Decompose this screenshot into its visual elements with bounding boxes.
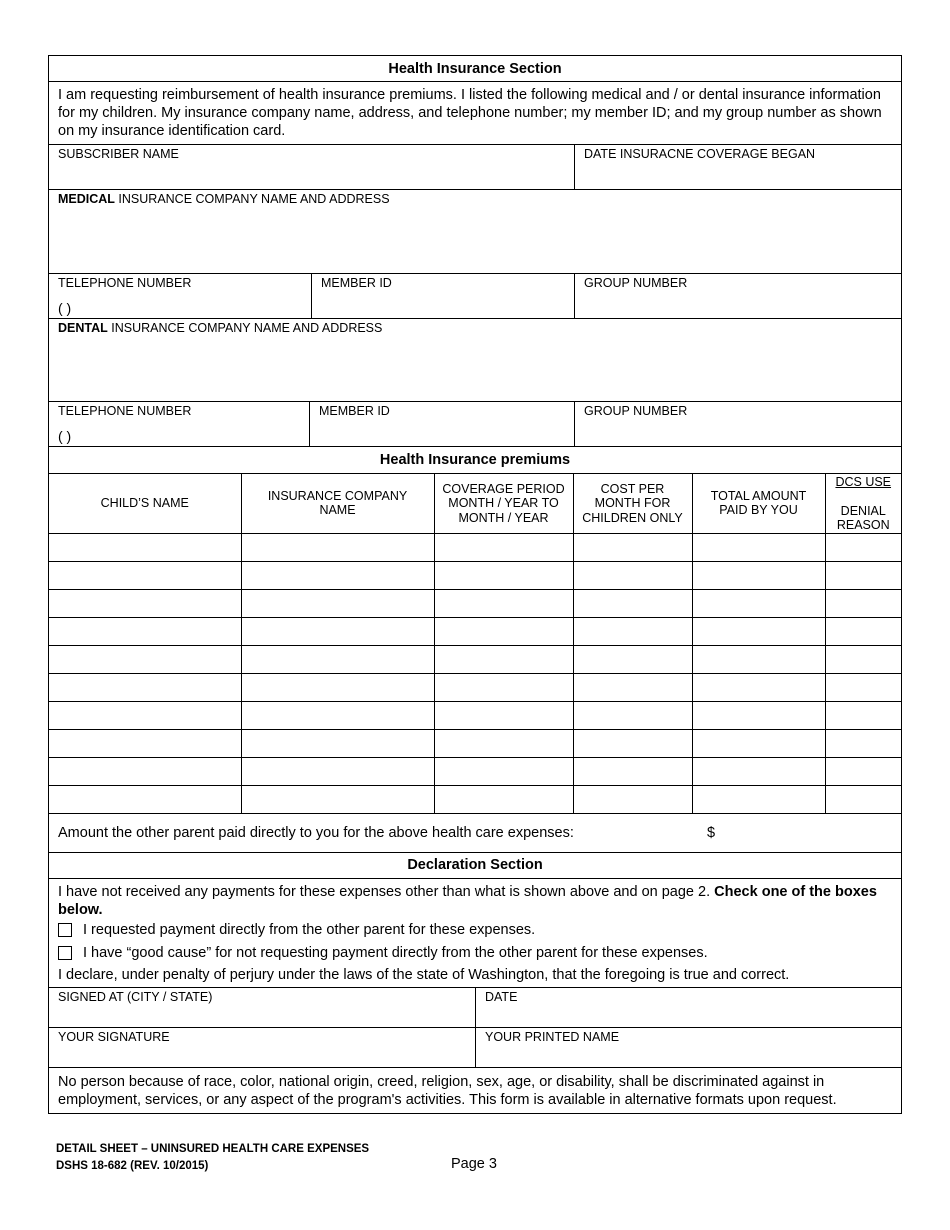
- member-id-label: MEMBER ID: [321, 276, 392, 290]
- medical-company-row: [49, 190, 901, 274]
- cost-per-month-cell[interactable]: [573, 561, 692, 589]
- cost-per-month-cell[interactable]: [573, 701, 692, 729]
- good-cause-checkbox[interactable]: [58, 946, 72, 960]
- total-amount-cell[interactable]: [692, 617, 825, 645]
- premiums-body: [49, 533, 901, 813]
- medical-member-id-field[interactable]: [311, 274, 574, 318]
- intro-text: I am requesting reimbursement of health insurance premiums. I listed the following medical and / or dental insurance information for my children. My insurance company name, address, and telephone number; my member ID; and my group number as shown on my insurance identification card.: [58, 87, 882, 139]
- dental-group-number-field[interactable]: [574, 402, 901, 446]
- child-name-cell[interactable]: [49, 757, 241, 785]
- dollar-sign: $: [707, 824, 716, 841]
- total-amount-cell[interactable]: [692, 561, 825, 589]
- cost-per-month-cell[interactable]: [573, 785, 692, 813]
- insurance-company-cell[interactable]: [241, 589, 434, 617]
- coverage-period-cell[interactable]: [434, 785, 573, 813]
- section-title: Health Insurance Section: [388, 60, 562, 77]
- coverage-period-cell[interactable]: [434, 757, 573, 785]
- cost-per-month-cell[interactable]: [573, 617, 692, 645]
- subscriber-row: [49, 145, 901, 190]
- table-row: [49, 561, 901, 589]
- insurance-company-cell[interactable]: [241, 533, 434, 561]
- signature-field[interactable]: [49, 1028, 475, 1067]
- child-name-cell[interactable]: [49, 729, 241, 757]
- amount-row: [49, 814, 901, 853]
- insurance-company-cell[interactable]: [241, 561, 434, 589]
- date-field[interactable]: [475, 988, 901, 1027]
- total-amount-cell[interactable]: [692, 701, 825, 729]
- amount-other-parent-field[interactable]: [49, 814, 901, 852]
- member-id-label: MEMBER ID: [319, 404, 390, 418]
- total-amount-cell[interactable]: [692, 729, 825, 757]
- group-number-label: GROUP NUMBER: [584, 276, 688, 290]
- signature-row: [49, 1028, 901, 1068]
- check-instruction: Check one of the boxes below.: [58, 883, 877, 918]
- dental-contact-row: [49, 402, 901, 447]
- table-row: [49, 673, 901, 701]
- medical-contact-row: [49, 274, 901, 319]
- coverage-began-field[interactable]: [574, 145, 901, 189]
- insurance-company-cell[interactable]: [241, 729, 434, 757]
- denial-reason-cell[interactable]: [825, 729, 901, 757]
- signed-at-field[interactable]: [49, 988, 475, 1027]
- table-row: [49, 701, 901, 729]
- denial-reason-cell[interactable]: [825, 645, 901, 673]
- insurance-company-cell[interactable]: [241, 701, 434, 729]
- child-name-cell[interactable]: [49, 533, 241, 561]
- col-total-amount: TOTAL AMOUNT PAID BY YOU: [692, 474, 825, 533]
- phone-area-code-parens: ( ): [58, 300, 72, 316]
- child-name-cell[interactable]: [49, 673, 241, 701]
- dental-company-row: [49, 319, 901, 402]
- premiums-table-row: [49, 474, 901, 814]
- total-amount-cell[interactable]: [692, 533, 825, 561]
- insurance-company-cell[interactable]: [241, 673, 434, 701]
- declaration-title: Declaration Section: [407, 857, 543, 873]
- premiums-title: Health Insurance premiums: [379, 452, 571, 468]
- nondiscrimination-row: [49, 1068, 901, 1113]
- col-child-name: CHILD’S NAME: [49, 474, 241, 533]
- child-name-cell[interactable]: [49, 617, 241, 645]
- insurance-company-cell[interactable]: [241, 617, 434, 645]
- denial-reason-cell[interactable]: [825, 533, 901, 561]
- form-number: DSHS 18-682 (REV. 10/2015): [56, 1160, 209, 1172]
- dcs-use-label: DCS USE: [835, 475, 892, 489]
- table-row: [49, 785, 901, 813]
- table-row: [49, 589, 901, 617]
- intro-row: [49, 82, 901, 145]
- option-good-cause[interactable]: [58, 942, 892, 965]
- coverage-period-cell[interactable]: [434, 617, 573, 645]
- date-label: DATE: [485, 989, 518, 1004]
- child-name-cell[interactable]: [49, 645, 241, 673]
- medical-company-field[interactable]: [49, 190, 901, 273]
- phone-area-code-parens: ( ): [58, 428, 72, 444]
- coverage-period-cell[interactable]: [434, 561, 573, 589]
- total-amount-cell[interactable]: [692, 785, 825, 813]
- total-amount-cell[interactable]: [692, 645, 825, 673]
- child-name-cell[interactable]: [49, 701, 241, 729]
- col-dcs-use-denial: DCS USE DENIAL REASON: [825, 474, 901, 533]
- subscriber-name-label: SUBSCRIBER NAME: [58, 147, 179, 161]
- requested-payment-checkbox[interactable]: [58, 923, 72, 937]
- col-insurance-company: INSURANCE COMPANY NAME: [241, 474, 434, 533]
- medical-company-label: INSURANCE COMPANY NAME AND ADDRESS: [114, 192, 390, 206]
- coverage-period-cell[interactable]: [434, 729, 573, 757]
- child-name-cell[interactable]: [49, 589, 241, 617]
- amount-label: Amount the other parent paid directly to you for the above health care expenses:: [58, 824, 574, 841]
- coverage-period-cell[interactable]: [434, 673, 573, 701]
- denial-reason-cell[interactable]: [825, 785, 901, 813]
- health-insurance-section-header: [49, 56, 901, 82]
- premiums-header-row: [49, 474, 901, 533]
- denial-reason-cell[interactable]: [825, 757, 901, 785]
- subscriber-name-field[interactable]: [49, 145, 574, 189]
- insurance-company-cell[interactable]: [241, 785, 434, 813]
- cost-per-month-cell[interactable]: [573, 645, 692, 673]
- cost-per-month-cell[interactable]: [573, 673, 692, 701]
- premiums-header: [49, 447, 901, 474]
- table-row: [49, 533, 901, 561]
- cost-per-month-cell[interactable]: [573, 589, 692, 617]
- option-requested-payment[interactable]: [58, 919, 892, 942]
- medical-bold-label: MEDICAL: [58, 192, 115, 206]
- option-2-label: I have “good cause” for not requesting payment directly from the other parent for these expenses.: [83, 945, 708, 961]
- table-row: [49, 617, 901, 645]
- coverage-period-cell[interactable]: [434, 645, 573, 673]
- group-number-label: GROUP NUMBER: [584, 404, 688, 418]
- declaration-header: [49, 853, 901, 879]
- declaration-statement: I have not received any payments for these expenses other than what is shown above and on page 2. Check one of the boxes below.: [58, 883, 877, 918]
- medical-telephone-field[interactable]: [49, 274, 311, 318]
- signature-label: YOUR SIGNATURE: [58, 1029, 170, 1044]
- col-cost-per-month: COST PER MONTH FOR CHILDREN ONLY: [573, 474, 692, 533]
- denial-reason-cell[interactable]: [825, 701, 901, 729]
- insurance-company-cell[interactable]: [241, 757, 434, 785]
- telephone-label: TELEPHONE NUMBER: [58, 276, 192, 290]
- signed-at-row: [49, 988, 901, 1028]
- dental-company-field[interactable]: [49, 319, 901, 401]
- total-amount-cell[interactable]: [692, 589, 825, 617]
- coverage-period-cell[interactable]: [434, 701, 573, 729]
- printed-name-label: YOUR PRINTED NAME: [485, 1029, 620, 1044]
- total-amount-cell[interactable]: [692, 757, 825, 785]
- table-row: [49, 757, 901, 785]
- denial-reason-cell[interactable]: [825, 589, 901, 617]
- denial-reason-cell[interactable]: [825, 617, 901, 645]
- form-footer: [56, 1141, 369, 1175]
- page-number: Page 3: [451, 1156, 497, 1172]
- option-1-label: I requested payment directly from the other parent for these expenses.: [83, 922, 536, 938]
- cost-per-month-cell[interactable]: [573, 757, 692, 785]
- child-name-cell[interactable]: [49, 561, 241, 589]
- medical-group-number-field[interactable]: [574, 274, 901, 318]
- signed-at-label: SIGNED AT (CITY / STATE): [58, 989, 213, 1004]
- premiums-table: [49, 474, 901, 813]
- dental-telephone-field[interactable]: [49, 402, 309, 446]
- dental-bold-label: DENTAL: [58, 321, 108, 335]
- total-amount-cell[interactable]: [692, 673, 825, 701]
- child-name-cell[interactable]: [49, 785, 241, 813]
- cost-per-month-cell[interactable]: [573, 729, 692, 757]
- nondiscrimination-text: No person because of race, color, national origin, creed, religion, sex, age, or disability, shall be discriminated against in employment, services, or any aspect of the program's activities. This form is available in alternative formats upon request.: [58, 1073, 837, 1108]
- telephone-label: TELEPHONE NUMBER: [58, 404, 192, 418]
- coverage-period-cell[interactable]: [434, 589, 573, 617]
- table-row: [49, 645, 901, 673]
- coverage-began-label: DATE INSURACNE COVERAGE BEGAN: [584, 147, 816, 161]
- col-coverage-period: COVERAGE PERIOD MONTH / YEAR TO MONTH / YEAR: [434, 474, 573, 533]
- dental-company-label: INSURANCE COMPANY NAME AND ADDRESS: [107, 321, 383, 335]
- insurance-company-cell[interactable]: [241, 645, 434, 673]
- dental-member-id-field[interactable]: [309, 402, 574, 446]
- form-page: [48, 55, 902, 1114]
- coverage-period-cell[interactable]: [434, 533, 573, 561]
- declaration-body: [49, 879, 901, 988]
- cost-per-month-cell[interactable]: [573, 533, 692, 561]
- denial-reason-cell[interactable]: [825, 673, 901, 701]
- form-title: DETAIL SHEET – UNINSURED HEALTH CARE EXPENSES: [56, 1143, 370, 1155]
- perjury-statement: I declare, under penalty of perjury under the laws of the state of Washington, that the foregoing is true and correct.: [58, 966, 790, 983]
- denial-reason-cell[interactable]: [825, 561, 901, 589]
- table-row: [49, 729, 901, 757]
- printed-name-field[interactable]: [475, 1028, 901, 1067]
